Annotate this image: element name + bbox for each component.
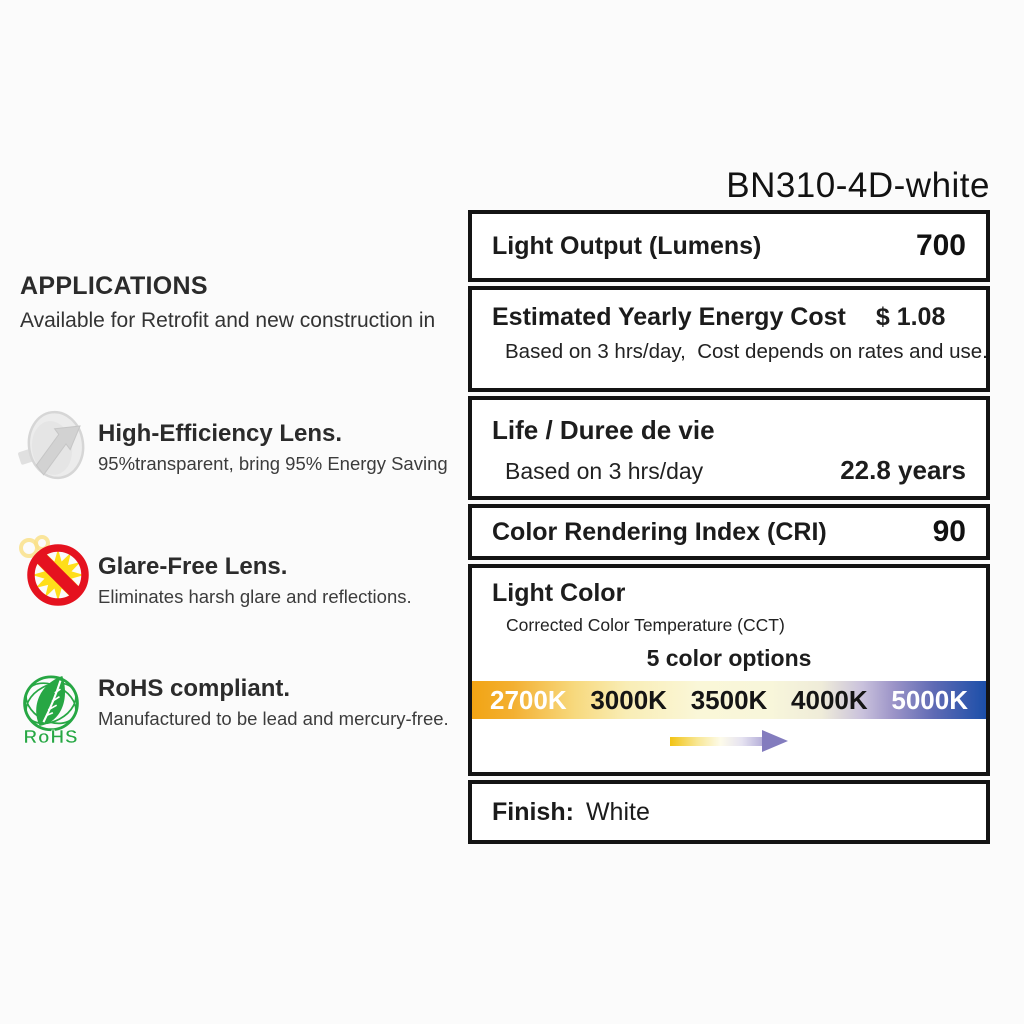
row-finish bbox=[468, 780, 990, 844]
energy-cost-note: Based on 3 hrs/day, Cost depends on rates and use. bbox=[505, 340, 988, 363]
feature-title: Glare-Free Lens. bbox=[98, 553, 288, 580]
arrow-tail bbox=[670, 737, 762, 746]
feature-title: High-Efficiency Lens. bbox=[98, 420, 343, 447]
cct-sublabel: Corrected Color Temperature (CCT) bbox=[506, 615, 785, 635]
no-glare-icon bbox=[18, 535, 98, 616]
cri-value: 90 bbox=[932, 515, 966, 548]
applications-section bbox=[20, 272, 460, 333]
row-light-output bbox=[468, 210, 990, 282]
row-energy-cost bbox=[468, 286, 990, 392]
feature-rohs-compliant bbox=[18, 666, 463, 755]
feature-description: Eliminates harsh glare and reflections. bbox=[98, 586, 412, 607]
feature-high-efficiency-lens bbox=[18, 404, 463, 491]
life-value: 22.8 years bbox=[840, 455, 966, 485]
product-model-title: BN310-4D-white bbox=[726, 166, 990, 205]
finish-value: White bbox=[585, 797, 650, 826]
energy-cost-label: Estimated Yearly Energy Cost bbox=[492, 303, 846, 331]
lens-icon bbox=[18, 404, 98, 491]
applications-subtitle: Available for Retrofit and new construction in bbox=[20, 309, 436, 332]
feature-description: Manufactured to be lead and mercury-free. bbox=[98, 708, 449, 729]
life-note: Based on 3 hrs/day bbox=[505, 458, 704, 484]
finish-label: Finish: bbox=[492, 797, 574, 826]
cct-gradient-bar bbox=[472, 681, 986, 719]
rohs-badge-text: RoHS bbox=[23, 725, 79, 747]
rohs-icon bbox=[18, 666, 98, 755]
light-output-value: 700 bbox=[915, 229, 966, 262]
applications-heading: APPLICATIONS bbox=[20, 272, 208, 300]
light-color-label: Light Color bbox=[492, 579, 626, 607]
row-life bbox=[468, 396, 990, 500]
cct-option-3500k: 3500K bbox=[690, 684, 768, 715]
lighting-facts-table bbox=[468, 210, 990, 848]
arrow-head-icon bbox=[762, 730, 788, 752]
cct-option-5000k: 5000K bbox=[891, 684, 968, 715]
cct-option-2700k: 2700K bbox=[490, 684, 567, 715]
cct-option-4000k: 4000K bbox=[791, 684, 868, 715]
row-light-color bbox=[468, 564, 990, 776]
life-label: Life / Duree de vie bbox=[492, 415, 715, 445]
feature-title: RoHS compliant. bbox=[98, 675, 291, 702]
cct-direction-arrow bbox=[472, 730, 986, 752]
color-options-label: 5 color options bbox=[646, 645, 812, 671]
cri-label: Color Rendering Index (CRI) bbox=[492, 517, 827, 546]
light-output-label: Light Output (Lumens) bbox=[492, 231, 762, 260]
feature-glare-free-lens bbox=[18, 535, 463, 616]
cct-option-3000k: 3000K bbox=[590, 684, 667, 715]
energy-cost-value: $ 1.08 bbox=[875, 303, 946, 331]
feature-description: 95%transparent, bring 95% Energy Saving bbox=[98, 453, 448, 474]
row-cri bbox=[468, 504, 990, 560]
